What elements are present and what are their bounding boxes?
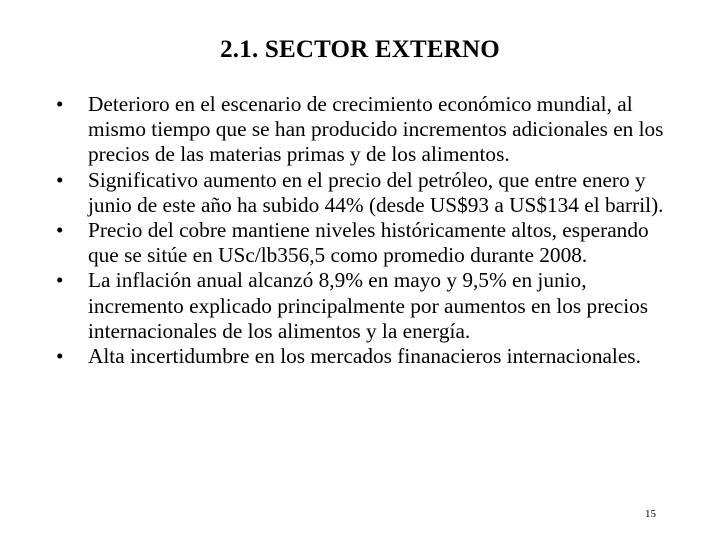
bullet-marker: •	[56, 344, 64, 369]
bullet-item-1	[56, 92, 666, 168]
bullet-item-4	[56, 268, 666, 344]
bullet-item-2	[56, 168, 666, 218]
page-number: 15	[645, 508, 656, 520]
bullet-text: Precio del cobre mantiene niveles históricamente altos, esperando que se sitúe en USc/lb356,5 como promedio durante 2008.	[88, 218, 649, 268]
bullet-list	[56, 92, 666, 369]
bullet-text: La inflación anual alcanzó 8,9% en mayo y 9,5% en junio, incremento explicado principalmente por aumentos en los precios internacionales de los alimentos y la energía.	[88, 268, 649, 343]
bullet-text: Alta incertidumbre en los mercados finanacieros internacionales.	[88, 344, 641, 369]
bullet-marker: •	[56, 218, 64, 243]
bullet-marker: •	[56, 167, 64, 192]
bullet-item-3	[56, 218, 666, 268]
bullet-text: Significativo aumento en el precio del petróleo, que entre enero y junio de este año ha subido 44% (desde US$93 a US$134 el barril).	[88, 167, 664, 217]
bullet-item-5	[56, 344, 666, 369]
bullet-marker: •	[56, 92, 64, 116]
slide-title: 2.1. SECTOR EXTERNO	[220, 36, 500, 63]
bullet-text: Deterioro en el escenario de crecimiento económico mundial, al mismo tiempo que se han producido incrementos adicionales en los precios de las materias primas y de los alimentos.	[88, 92, 664, 167]
bullet-marker: •	[56, 268, 64, 293]
